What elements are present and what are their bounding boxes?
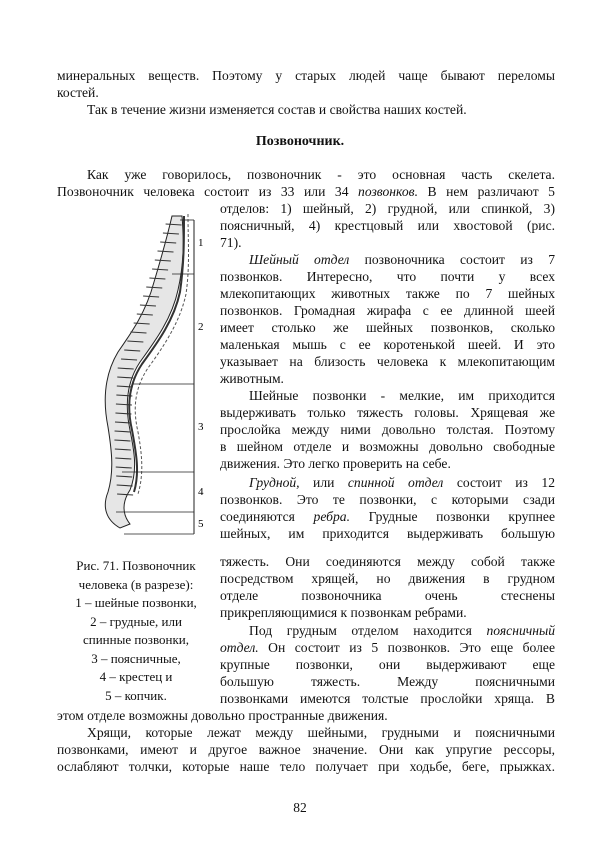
page-number: 82 [293,800,307,815]
text-line: позвонков. Интересно, что почти у всех [220,269,555,284]
text-line: отдел. Он состоит из 5 позвонков. Это еще более [220,640,555,655]
text-line: движения. Это легко проверить на себе. [220,456,451,471]
text-line: минеральных веществ. Поэтому у старых людей чаще бывают переломы [57,68,555,83]
text-line: Шейный отдел позвоночника состоит из 7 [249,252,555,267]
text-line: млекопитающих животных также по 7 шейных [220,286,555,301]
text-line: отделов: 1) шейный, 2) грудной, или спинкой, 3) [220,201,555,216]
label-4: 4 [198,486,204,498]
label-1: 1 [198,237,204,249]
text-line: отделе позвоночника очень стеснены [220,588,555,603]
section-title: Позвоночник. [255,134,345,149]
label-3: 3 [198,421,204,433]
text-line: Шейные позвонки - мелкие, им приходится [249,388,555,403]
text-line: прослойка между ними довольно толстая. Поэтому [220,422,555,437]
text-line: тяжесть. Они соединяются между собой также [220,554,555,569]
text-line: посредством хрящей, но движения в грудном [220,571,555,586]
text-line: Хрящи, которые лежат между шейными, грудными и поясничными [87,725,555,740]
text-line: позвонков. Громадная жирафа с ее длинной шеей [220,303,555,318]
text-line: крупные позвонки, они выдерживают еще [220,657,555,672]
text-line: выдерживать только тяжесть головы. Хрящевая же [220,405,555,420]
text-line: в шейном отделе и возможны довольно свободные [220,439,555,454]
text-line: этом отделе возможны довольно пространные движения. [57,708,388,723]
text-line: Так в течение жизни изменяется состав и свойства наших костей. [87,102,467,117]
text-line: позвонками, имеют и другое важное значение. Они как упругие рессоры, [57,742,555,757]
text-line: шейных, им приходится выдерживать большую [220,526,555,541]
text-line: ослабляют толчки, которые наше тело получает при ходьбе, беге, прыжках. [57,759,555,774]
label-2: 2 [198,321,204,333]
label-5: 5 [198,518,204,530]
text-line: Как уже говорилось, позвоночник - это основная часть скелета. [87,167,555,182]
text-line: маленькая мышь с ее коротенькой шеей. И это [220,337,555,352]
text-line: соединяются ребра. Грудные позвонки крупнее [220,509,555,524]
text-line: большую тяжесть. Между поясничными [220,674,555,689]
text-line: Под грудным отделом находится поясничный [249,623,555,638]
text-line: позвонками имеются толстые прослойки хряща. В [220,691,555,706]
text-line: животным. [220,371,284,386]
text-line: указывает на близость человека к млекопитающим [220,354,555,369]
text-line: прикрепляющимися к позвонкам ребрами. [220,605,467,620]
text-line: Грудной, или спинной отдел состоит из 12 [249,475,555,490]
spine-illustration [60,202,212,550]
text-line: позвонков. Это те позвонки, с которыми сзади [220,492,555,507]
spine-shape [105,216,183,528]
text-line: 71). [220,235,242,250]
figure-caption: Рис. 71. Позвоночник человека (в разрезе): 1 – шейные позвонки, 2 – грудные, или спинные позвонки, 3 – поясничные, 4 – крестец и 5 – копчик. [75,558,197,703]
text-line: Позвоночник человека состоит из 33 или 34 позвонков. В нем различают 5 [57,184,555,199]
text-line: поясничный, 4) крестцовый или хвостовой (рис. [220,218,555,233]
text-line: имеет столько же шейных позвонков, сколько [220,320,555,335]
text-line: костей. [57,85,99,100]
